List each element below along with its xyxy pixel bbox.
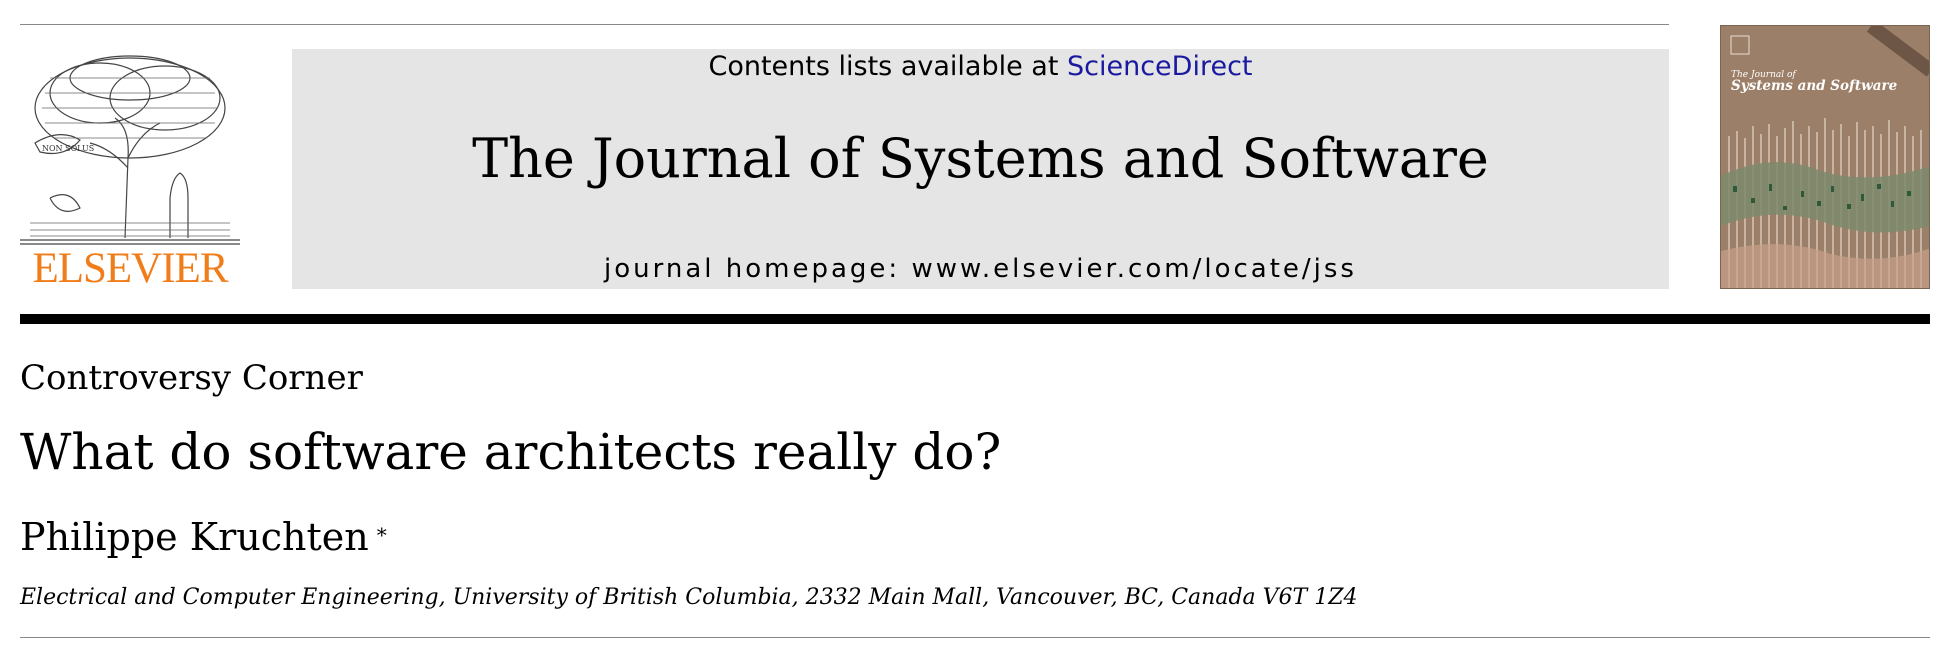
author-line bbox=[20, 512, 387, 562]
cover-journal-label: The Journal of bbox=[1731, 70, 1796, 80]
journal-title: The Journal of Systems and Software bbox=[472, 127, 1489, 190]
elsevier-logo[interactable] bbox=[20, 48, 240, 290]
article-title: What do software architects really do? bbox=[20, 423, 1002, 481]
elsevier-wordmark: ELSEVIER bbox=[32, 245, 228, 292]
author-name[interactable]: Philippe Kruchten bbox=[20, 515, 369, 559]
author-footnote-mark[interactable]: * bbox=[376, 523, 387, 547]
journal-homepage[interactable]: journal homepage: www.elsevier.com/locate/jss bbox=[604, 254, 1357, 284]
svg-text:NON SOLUS: NON SOLUS bbox=[42, 144, 95, 153]
cover-journal-name: Systems and Software bbox=[1731, 78, 1898, 94]
header-divider bbox=[20, 314, 1930, 324]
journal-banner bbox=[292, 49, 1669, 289]
contents-prefix: Contents lists available at bbox=[708, 51, 1067, 82]
sciencedirect-link[interactable]: ScienceDirect bbox=[1067, 51, 1253, 82]
top-rule bbox=[20, 24, 1669, 25]
tree-engraving-icon bbox=[20, 48, 240, 248]
contents-line bbox=[292, 51, 1669, 83]
author-affiliation: Electrical and Computer Engineering, University of British Columbia, 2332 Main Mall, Vancouver, BC, Canada V6T 1Z4 bbox=[20, 585, 1358, 610]
section-label: Controversy Corner bbox=[20, 358, 363, 398]
bottom-rule bbox=[20, 637, 1930, 638]
cover-artwork-icon bbox=[1721, 26, 1930, 289]
journal-cover[interactable] bbox=[1720, 25, 1930, 289]
